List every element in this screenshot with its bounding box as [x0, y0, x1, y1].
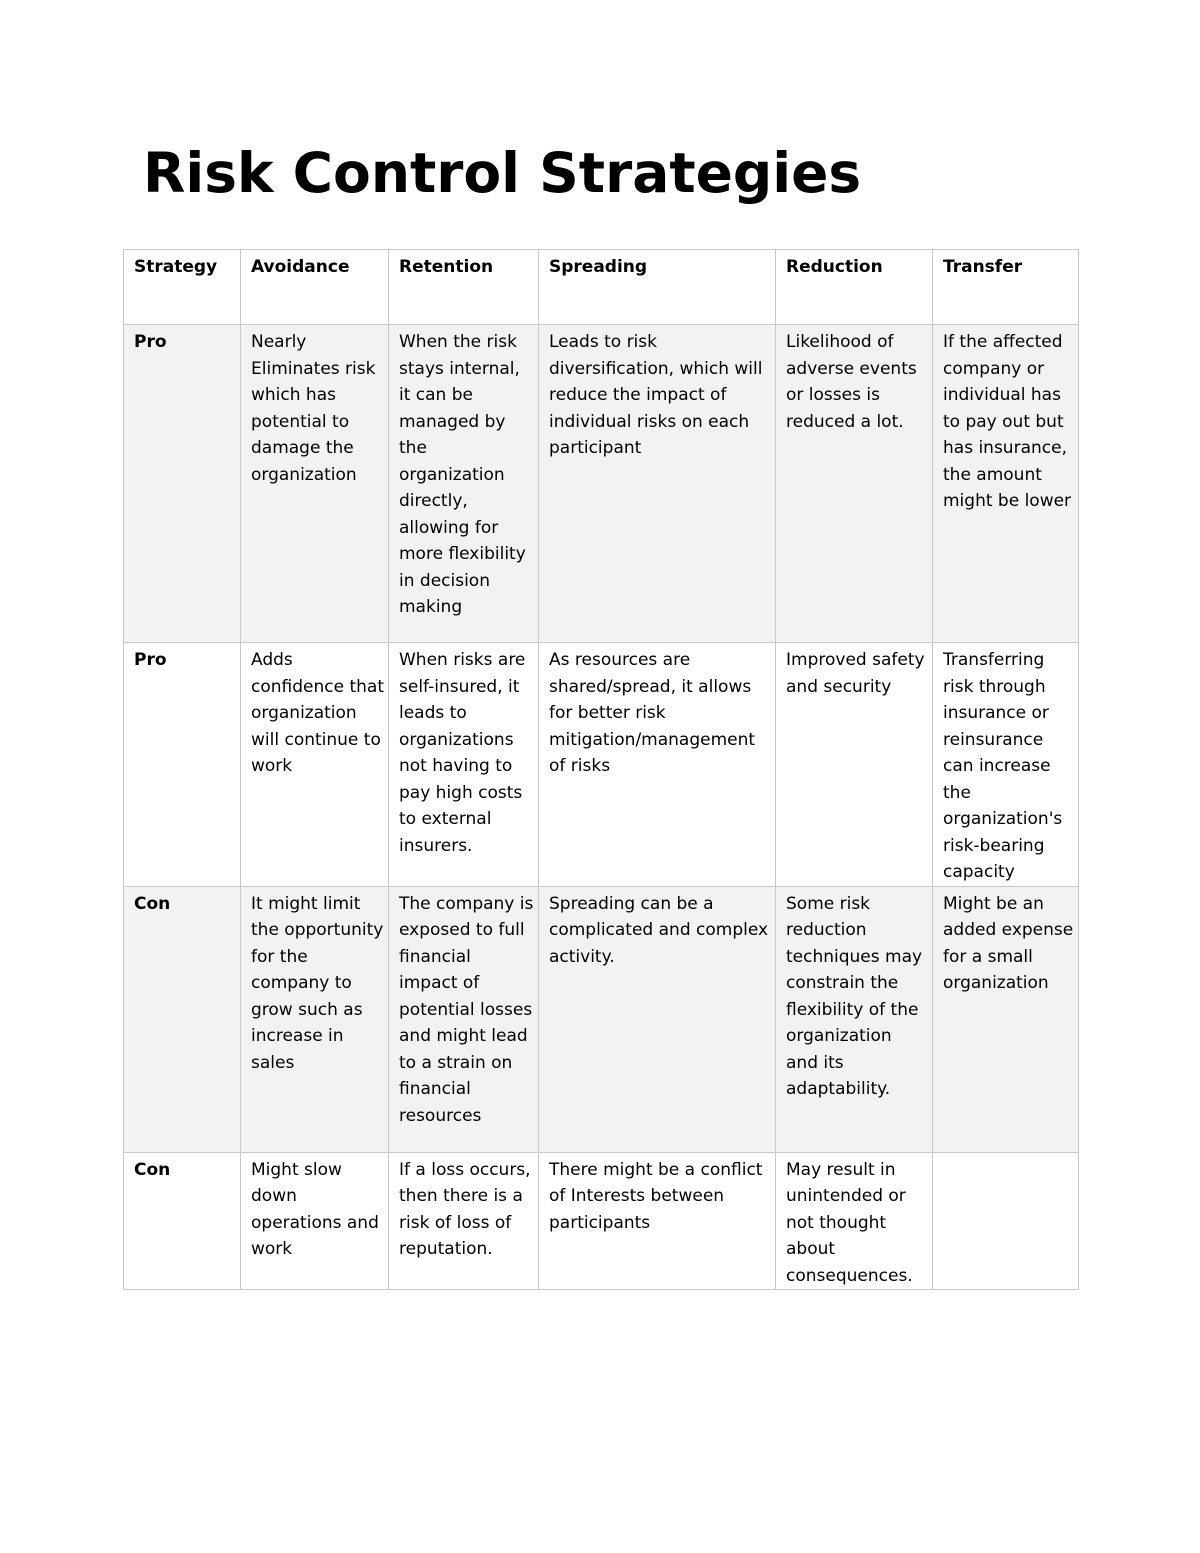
row-label: Pro — [124, 643, 241, 887]
cell-spreading: As resources are shared/spread, it allows for better risk mitigation/management of risks — [539, 643, 776, 887]
cell-retention: If a loss occurs, then there is a risk of loss of reputation. — [389, 1152, 539, 1290]
header-avoidance: Avoidance — [241, 250, 389, 325]
cell-spreading: Leads to risk diversification, which will reduce the impact of individual risks on each participant — [539, 325, 776, 643]
cell-reduction: Improved safety and security — [776, 643, 933, 887]
cell-spreading: There might be a conflict of Interests between participants — [539, 1152, 776, 1290]
cell-transfer: Might be an added expense for a small organization — [933, 886, 1079, 1152]
header-reduction: Reduction — [776, 250, 933, 325]
cell-avoidance: It might limit the opportunity for the company to grow such as increase in sales — [241, 886, 389, 1152]
cell-avoidance: Nearly Eliminates risk which has potential to damage the organization — [241, 325, 389, 643]
table-header-row — [124, 250, 1079, 325]
table-row — [124, 1152, 1079, 1290]
table-row — [124, 325, 1079, 643]
cell-retention: When the risk stays internal, it can be managed by the organization directly, allowing for more flexibility in decision making — [389, 325, 539, 643]
table-row — [124, 886, 1079, 1152]
row-label: Con — [124, 1152, 241, 1290]
header-spreading: Spreading — [539, 250, 776, 325]
row-label: Con — [124, 886, 241, 1152]
cell-spreading: Spreading can be a complicated and complex activity. — [539, 886, 776, 1152]
cell-reduction: May result in unintended or not thought about consequences. — [776, 1152, 933, 1290]
page-title: Risk Control Strategies — [143, 141, 862, 205]
cell-retention: The company is exposed to full financial impact of potential losses and might lead to a strain on financial resources — [389, 886, 539, 1152]
cell-transfer: Transferring risk through insurance or reinsurance can increase the organization's risk-bearing capacity — [933, 643, 1079, 887]
cell-transfer — [933, 1152, 1079, 1290]
cell-transfer: If the affected company or individual has to pay out but has insurance, the amount might be lower — [933, 325, 1079, 643]
cell-avoidance: Might slow down operations and work — [241, 1152, 389, 1290]
cell-reduction: Likelihood of adverse events or losses is reduced a lot. — [776, 325, 933, 643]
header-strategy: Strategy — [124, 250, 241, 325]
cell-avoidance: Adds confidence that organization will continue to work — [241, 643, 389, 887]
header-retention: Retention — [389, 250, 539, 325]
header-transfer: Transfer — [933, 250, 1079, 325]
cell-retention: When risks are self-insured, it leads to organizations not having to pay high costs to external insurers. — [389, 643, 539, 887]
cell-reduction: Some risk reduction techniques may constrain the flexibility of the organization and its adaptability. — [776, 886, 933, 1152]
row-label: Pro — [124, 325, 241, 643]
risk-control-table — [123, 249, 1079, 1290]
table-row — [124, 643, 1079, 887]
